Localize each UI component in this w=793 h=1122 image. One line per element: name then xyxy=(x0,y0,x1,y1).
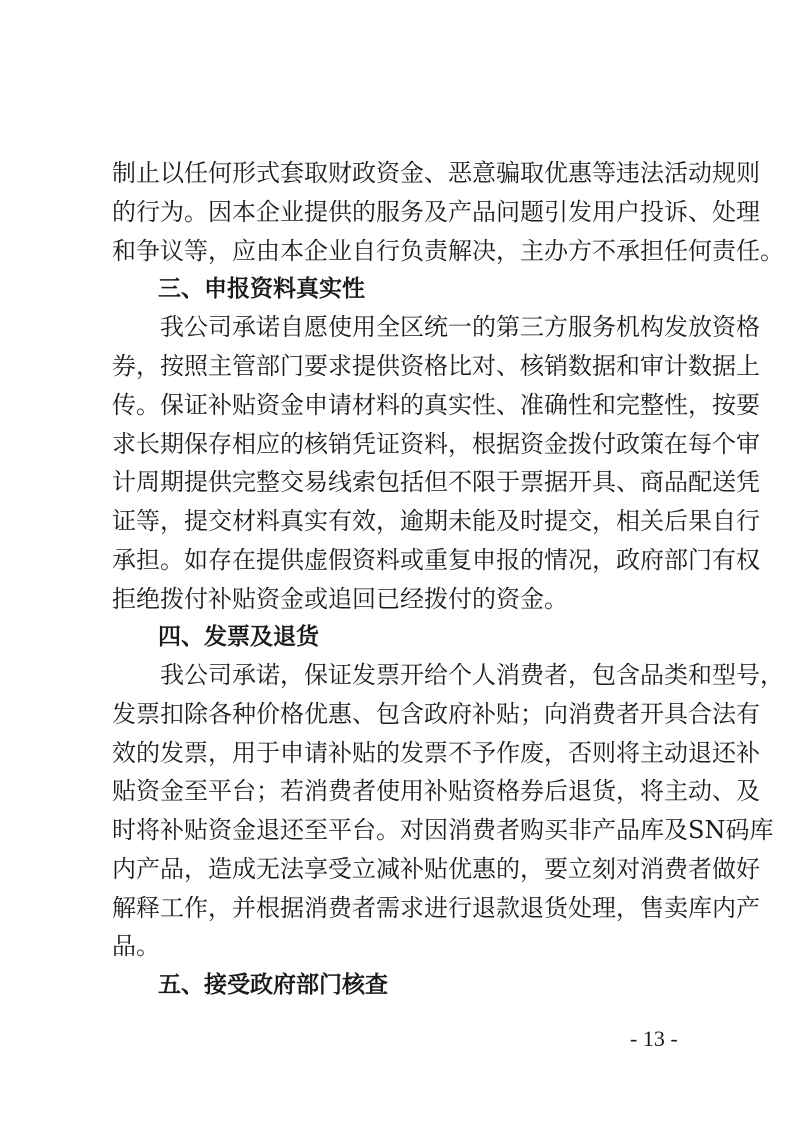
paragraph-line: 品。 xyxy=(112,932,160,960)
paragraph-line: 承担。如存在提供虚假资料或重复申报的情况，政府部门有权 xyxy=(112,546,760,574)
paragraph-line: 证等，提交材料真实有效，逾期未能及时提交，相关后果自行 xyxy=(112,507,760,535)
paragraph-line: 效的发票，用于申请补贴的发票不予作废，否则将主动退还补 xyxy=(112,739,760,767)
section-heading-five: 五、接受政府部门核查 xyxy=(158,972,388,998)
paragraph-line: 求长期保存相应的核销凭证资料，根据资金拨付政策在每个审 xyxy=(112,430,760,458)
paragraph-line: 计周期提供完整交易线索包括但不限于票据开具、商品配送凭 xyxy=(112,468,760,496)
paragraph-line: 我公司承诺，保证发票开给个人消费者，包含品类和型号， xyxy=(160,661,784,689)
paragraph-line: 解释工作，并根据消费者需求进行退款退货处理，售卖库内产 xyxy=(112,894,760,922)
paragraph-line: 我公司承诺自愿使用全区统一的第三方服务机构发放资格 xyxy=(160,313,760,341)
section-heading-three: 三、申报资料真实性 xyxy=(158,276,365,302)
paragraph-line: 和争议等，应由本企业自行负责解决，主办方不承担任何责任。 xyxy=(112,237,784,265)
paragraph-line: 内产品，造成无法享受立减补贴优惠的，要立刻对消费者做好 xyxy=(112,855,760,883)
paragraph-line: 时将补贴资金退还至平台。对因消费者购买非产品库及SN码库 xyxy=(112,816,774,844)
paragraph-line: 的行为。因本企业提供的服务及产品问题引发用户投诉、处理 xyxy=(112,198,760,226)
paragraph-line: 拒绝拨付补贴资金或追回已经拨付的资金。 xyxy=(112,585,568,613)
paragraph-line: 发票扣除各种价格优惠、包含政府补贴；向消费者开具合法有 xyxy=(112,700,760,728)
paragraph-line: 传。保证补贴资金申请材料的真实性、准确性和完整性，按要 xyxy=(112,391,760,419)
section-heading-four: 四、发票及退货 xyxy=(158,624,319,650)
paragraph-line: 贴资金至平台；若消费者使用补贴资格券后退货，将主动、及 xyxy=(112,777,760,805)
page-number: - 13 - xyxy=(630,1026,678,1051)
paragraph-line: 制止以任何形式套取财政资金、恶意骗取优惠等违法活动规则 xyxy=(112,159,760,187)
paragraph-line: 券，按照主管部门要求提供资格比对、核销数据和审计数据上 xyxy=(112,352,760,380)
